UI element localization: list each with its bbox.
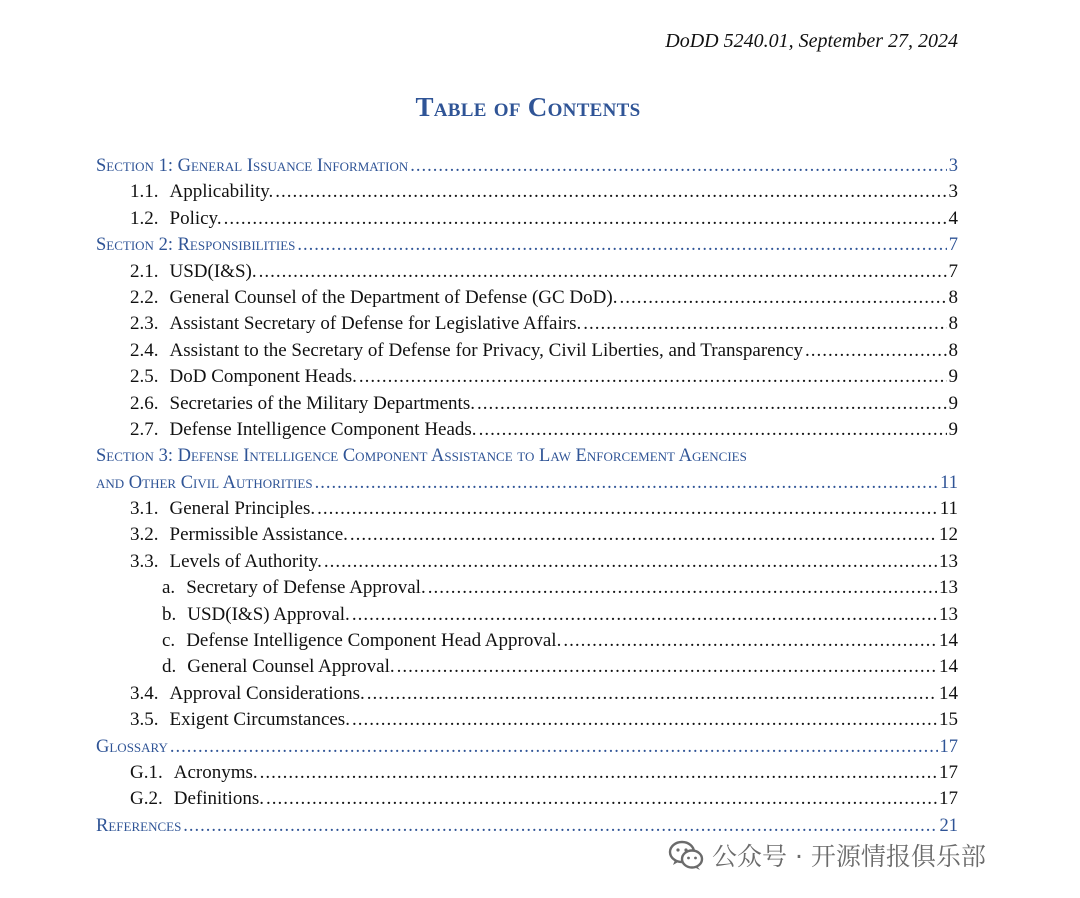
toc-page-number: 9 — [948, 418, 958, 440]
toc-entry-label: USD(I&S) Approval. — [187, 603, 350, 625]
toc-entry-label: Definitions. — [173, 788, 264, 810]
toc-page-number: 3 — [948, 181, 958, 203]
toc-entry-3-5[interactable] — [96, 707, 958, 733]
toc-page-number: 11 — [940, 472, 958, 493]
toc-entry-3-4[interactable] — [96, 681, 958, 707]
toc-entry-label: Applicability. — [169, 181, 274, 203]
wechat-icon — [668, 838, 704, 872]
toc-entry-2-5[interactable] — [96, 364, 958, 390]
toc-entry-1-1[interactable] — [96, 179, 958, 205]
toc-entry-number: 3.3. — [130, 550, 159, 572]
dot-leader — [317, 496, 938, 522]
toc-entry-3-1[interactable] — [96, 496, 958, 522]
toc-entry-3-3-b[interactable] — [96, 602, 958, 628]
toc-entry-label: Approval Considerations. — [169, 682, 365, 704]
dot-leader — [266, 786, 937, 812]
toc-entry-1-2[interactable] — [96, 206, 958, 232]
dot-leader — [367, 681, 937, 707]
dot-leader — [410, 153, 946, 179]
dot-leader — [352, 602, 937, 628]
toc-page-number: 13 — [939, 550, 958, 572]
toc-entry-3-3-a[interactable] — [96, 575, 958, 601]
toc-entry-label: Exigent Circumstances. — [169, 709, 350, 731]
toc-entry-label: Secretaries of the Military Departments. — [169, 392, 475, 414]
toc-entry-3-3-c[interactable] — [96, 628, 958, 654]
dot-leader — [619, 285, 946, 311]
dot-leader — [350, 522, 937, 548]
watermark — [668, 837, 986, 873]
dot-leader — [428, 575, 937, 601]
toc-page-number: 21 — [939, 815, 958, 836]
toc-entry-number: 2.6. — [130, 392, 159, 414]
toc-entry-label: USD(I&S). — [169, 260, 257, 282]
toc-page-number: 9 — [948, 366, 958, 388]
dot-leader — [397, 654, 937, 680]
toc-page-number: 8 — [948, 313, 958, 335]
toc-page-number: 13 — [939, 577, 958, 599]
dot-leader — [315, 470, 939, 496]
toc-page-number: 8 — [948, 339, 958, 361]
toc-page-number: 9 — [948, 392, 958, 414]
dot-leader — [479, 417, 947, 443]
page-title: Table of Contents — [415, 92, 641, 122]
dot-leader — [359, 364, 947, 390]
watermark-text: 公众号 · 开源情报俱乐部 — [712, 842, 986, 871]
table-of-contents — [96, 153, 958, 839]
toc-page-number: 17 — [939, 736, 958, 757]
toc-page-number: 8 — [948, 286, 958, 308]
toc-entry-label: Assistant to the Secretary of Defense for Privacy, Civil Liberties, and Transparency — [169, 339, 804, 361]
toc-entry-number: d. — [162, 656, 177, 678]
toc-entry-2-1[interactable] — [96, 259, 958, 285]
toc-section-1[interactable] — [96, 153, 958, 179]
dot-leader — [183, 813, 937, 839]
toc-entry-number: G.2. — [130, 788, 163, 810]
toc-page-number: 7 — [948, 235, 958, 256]
toc-page-number: 17 — [939, 761, 958, 783]
toc-entry-label: Section 2: Responsibilities — [96, 235, 296, 256]
toc-entry-number: 1.2. — [130, 207, 159, 229]
toc-entry-g-2[interactable] — [96, 786, 958, 812]
toc-entry-number: 3.5. — [130, 709, 159, 731]
toc-entry-number: c. — [162, 630, 176, 652]
toc-entry-2-7[interactable] — [96, 417, 958, 443]
toc-entry-label: Defense Intelligence Component Heads. — [169, 418, 477, 440]
toc-entry-label: General Principles. — [169, 498, 316, 520]
toc-entry-number: 2.5. — [130, 366, 159, 388]
dot-leader — [259, 259, 947, 285]
toc-entry-label: Policy. — [169, 207, 222, 229]
toc-entry-label: General Counsel Approval. — [187, 656, 395, 678]
toc-entry-number: 2.2. — [130, 286, 159, 308]
dot-leader — [275, 179, 946, 205]
toc-page-number: 14 — [939, 682, 958, 704]
toc-entry-label: DoD Component Heads. — [169, 366, 357, 388]
toc-page-number: 7 — [948, 260, 958, 282]
toc-entry-2-2[interactable] — [96, 285, 958, 311]
toc-page-number: 15 — [939, 709, 958, 731]
toc-section-2[interactable] — [96, 232, 958, 258]
toc-page-number: 4 — [948, 207, 958, 229]
toc-entry-number: 3.4. — [130, 682, 159, 704]
dot-leader — [170, 734, 938, 760]
toc-page-number: 13 — [939, 603, 958, 625]
toc-entry-label: Permissible Assistance. — [169, 524, 348, 546]
dot-leader — [352, 707, 937, 733]
dot-leader — [297, 232, 946, 258]
toc-entry-label: Section 3: Defense Intelligence Component Assistance to Law Enforcement Agencies — [96, 446, 747, 467]
dot-leader — [563, 628, 937, 654]
toc-glossary[interactable] — [96, 734, 958, 760]
toc-entry-number: a. — [162, 577, 176, 599]
toc-entry-2-6[interactable] — [96, 391, 958, 417]
toc-entry-2-4[interactable] — [96, 338, 958, 364]
toc-entry-label: Acronyms. — [173, 761, 258, 783]
toc-entry-g-1[interactable] — [96, 760, 958, 786]
toc-entry-label: References — [96, 815, 182, 836]
dot-leader — [477, 391, 947, 417]
toc-entry-number: b. — [162, 603, 177, 625]
toc-page-number: 17 — [939, 788, 958, 810]
toc-entry-number: 2.3. — [130, 313, 159, 335]
toc-entry-label: Secretary of Defense Approval. — [186, 577, 426, 599]
document-reference: DoDD 5240.01, September 27, 2024 — [665, 30, 958, 52]
toc-entry-label: Section 1: General Issuance Information — [96, 156, 409, 176]
toc-page-number: 3 — [948, 156, 958, 176]
toc-entry-label: Defense Intelligence Component Head Approval. — [186, 630, 562, 652]
toc-entry-label: Assistant Secretary of Defense for Legislative Affairs. — [169, 313, 582, 335]
toc-page-number: 11 — [939, 498, 958, 520]
toc-entry-label: Glossary — [96, 736, 168, 757]
toc-section-3-line-1[interactable] — [96, 443, 958, 469]
toc-entry-label: General Counsel of the Department of Defense (GC DoD). — [169, 286, 618, 308]
toc-entry-3-2[interactable] — [96, 522, 958, 548]
toc-entry-number: 1.1. — [130, 181, 159, 203]
dot-leader — [260, 760, 937, 786]
toc-entry-number: 3.1. — [130, 498, 159, 520]
toc-entry-3-3[interactable] — [96, 549, 958, 575]
toc-entry-label: and Other Civil Authorities — [96, 472, 313, 493]
dot-leader — [324, 549, 937, 575]
toc-entry-3-3-d[interactable] — [96, 654, 958, 680]
toc-entry-number: 2.1. — [130, 260, 159, 282]
dot-leader — [224, 206, 947, 232]
toc-page-number: 12 — [939, 524, 958, 546]
toc-entry-number: 3.2. — [130, 524, 159, 546]
toc-entry-label: Levels of Authority. — [169, 550, 322, 572]
dot-leader — [583, 311, 946, 337]
toc-references[interactable] — [96, 813, 958, 839]
toc-section-3[interactable] — [96, 470, 958, 496]
toc-page-number: 14 — [939, 630, 958, 652]
dot-leader — [805, 338, 946, 364]
toc-entry-number: G.1. — [130, 761, 163, 783]
toc-entry-2-3[interactable] — [96, 311, 958, 337]
toc-page-number: 14 — [939, 656, 958, 678]
toc-entry-number: 2.4. — [130, 339, 159, 361]
toc-entry-number: 2.7. — [130, 418, 159, 440]
